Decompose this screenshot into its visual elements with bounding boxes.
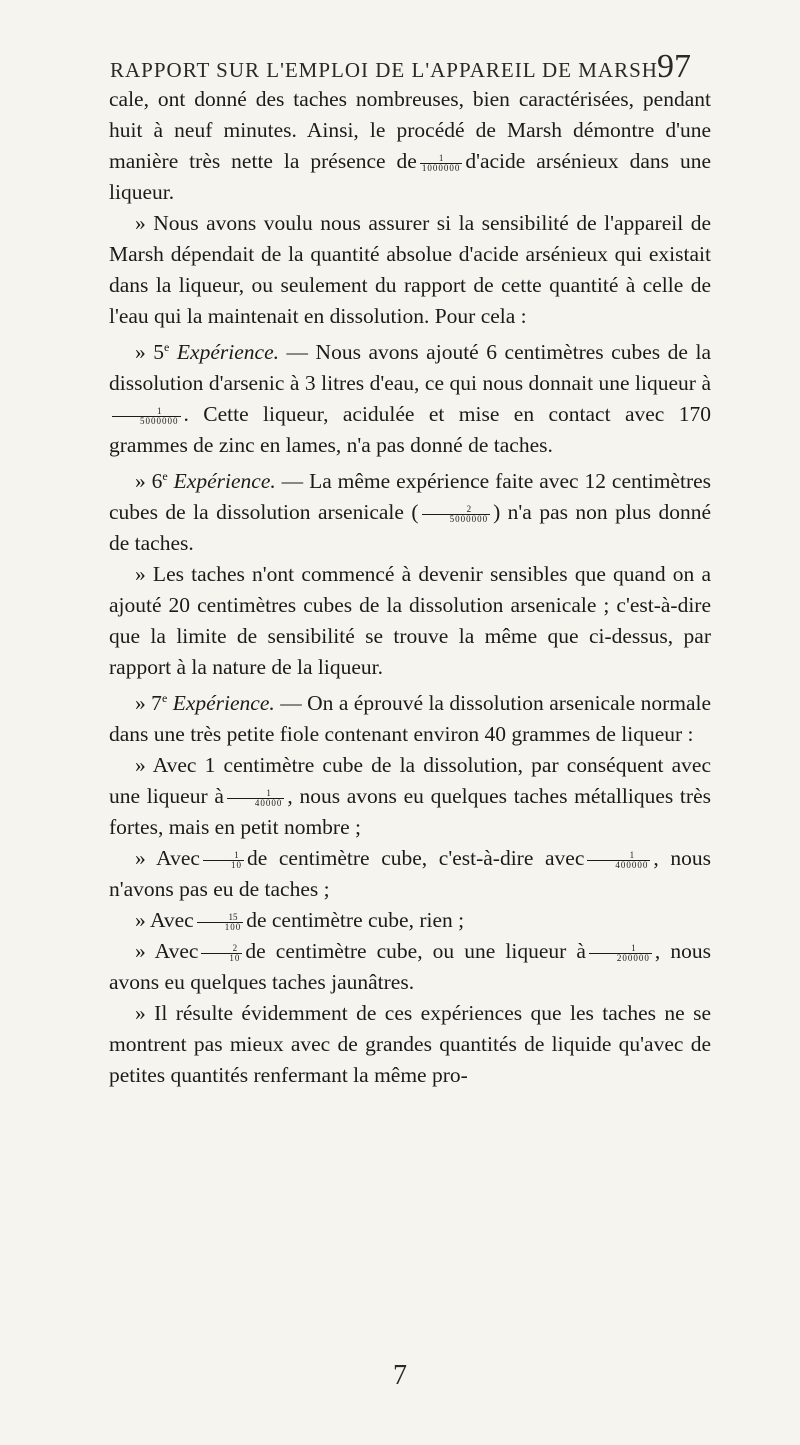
paragraph-text: , nous avons eu quelques taches jaunâtres. (109, 939, 711, 995)
fraction-numerator: 2 (201, 944, 242, 954)
fraction-numerator: 1 (203, 851, 244, 861)
paragraph-result-2-tenths (109, 936, 711, 998)
paragraph-text: cale, ont donné des taches nombreuses, bien caractérisées, pendant huit à neuf minutes. Ainsi, le procédé de Marsh démontre d'une manière très nette la présence de (109, 87, 711, 173)
fraction-denominator: 200000 (616, 953, 650, 964)
fraction (587, 851, 650, 870)
paragraph-experience-7 (109, 683, 711, 750)
body-text (109, 84, 711, 1091)
running-head: RAPPORT SUR L'EMPLOI DE L'APPAREIL DE MARSH. (110, 58, 665, 82)
page-number: 97 (657, 48, 691, 85)
paragraph-text: » Les taches n'ont commencé à devenir sensibles que quand on a ajouté 20 centimètres cubes de la dissolution arsenicale ; c'est-à-dire que la limite de sensibilité se trouve la même que ci-dessus, par rapport à la nature de la liqueur. (109, 562, 711, 680)
fraction-denominator: 400000 (615, 860, 649, 871)
paragraph-question (109, 208, 711, 332)
experience-heading: Expérience. (173, 469, 276, 494)
paragraph-text: » Nous avons voulu nous assurer si la sensibilité de l'appareil de Marsh dépendait de la quantité absolue d'acide arsénieux qui existait dans la liqueur, ou seulement du rapport de cette quantité à celle de l'eau qui la maintenait en dissolution. Pour cela : (109, 211, 711, 328)
ordinal-suffix: e (164, 340, 170, 354)
paragraph-text: , nous n'avons pas eu de taches ; (109, 846, 711, 902)
fraction-denominator: 10 (229, 953, 241, 964)
paragraph-text: de centimètre cube, c'est-à-dire avec (246, 846, 585, 871)
paragraph-text: d'acide arsénieux dans une liqueur. (109, 149, 711, 204)
paragraph-text: , nous avons eu quelques taches métalliques très fortes, mais en petit nombre ; (109, 784, 711, 840)
experience-heading: Expérience. (172, 691, 275, 716)
paragraph-text: de centimètre cube, rien ; (246, 908, 465, 933)
fraction-numerator: 1 (112, 407, 181, 417)
fraction-denominator: 5000000 (140, 415, 179, 426)
paragraph-text: — La même expérience faite avec 12 centimètres cubes de la dissolution arsenicale ( (109, 469, 712, 525)
experience-heading: Expérience. (176, 340, 279, 365)
fraction (589, 944, 652, 963)
fraction-numerator: 1 (420, 154, 463, 164)
paragraph-text: — Nous avons ajouté 6 centimètres cubes de la dissolution d'arsenic à 3 litres d'eau, ce qui nous donnait une liqueur à (109, 340, 712, 396)
ordinal-suffix: e (161, 691, 168, 706)
fraction-numerator: 2 (422, 505, 491, 515)
experience-number: » 6 (135, 469, 163, 494)
fraction-numerator: 1 (227, 789, 285, 799)
fraction-numerator: 1 (587, 851, 650, 861)
paragraph-conclusion (109, 998, 711, 1091)
experience-number: » 5 (135, 340, 165, 365)
paragraph-text: » Avec (135, 939, 199, 964)
fraction-numerator: 1 (589, 944, 652, 954)
paragraph-result-tenth-cc (109, 843, 711, 905)
paragraph-text: » Avec 1 centimètre cube de la dissolution, par conséquent avec une liqueur à (109, 753, 711, 809)
fraction (422, 505, 491, 524)
fraction-denominator: 40000 (254, 798, 283, 809)
paragraph-text: de centimètre cube, ou une liqueur à (245, 939, 586, 964)
paragraph-text: » Il résulte évidemment de ces expériences que les taches ne se montrent pas mieux avec de grandes quantités de liquide qu'avec de petites quantités renfermant la même pro- (109, 1001, 711, 1088)
experience-number: » 7 (135, 691, 162, 716)
paragraph-sensitivity (109, 559, 711, 683)
fraction (227, 789, 285, 808)
fraction (420, 154, 463, 173)
fraction-denominator: 5000000 (449, 513, 489, 524)
paragraph-text: » Avec (135, 908, 194, 933)
paragraph-experience-5 (109, 332, 711, 461)
paragraph-text: — On a éprouvé la dissolution arsenicale normale dans une très petite fiole contenant environ 40 grammes de liqueur : (109, 691, 712, 747)
fraction (201, 944, 242, 963)
fraction-denominator: 100 (224, 922, 242, 933)
paragraph-continuation (109, 84, 711, 208)
fraction-denominator: 1000000 (421, 162, 461, 173)
paragraph-result-1cc (109, 750, 711, 843)
fraction (203, 851, 244, 870)
signature-mark: 7 (393, 1360, 407, 1391)
ordinal-suffix: e (162, 469, 168, 484)
paragraph-experience-6 (109, 461, 711, 559)
fraction-numerator: 15 (197, 913, 244, 923)
paragraph-text: » Avec (135, 846, 200, 871)
paragraph-result-15-hundredths (109, 905, 711, 936)
paragraph-text: . Cette liqueur, acidulée et mise en contact avec 170 grammes de zinc en lames, n'a pas donné de taches. (109, 402, 711, 458)
fraction (197, 913, 244, 932)
fraction-denominator: 10 (230, 860, 242, 871)
fraction (112, 407, 181, 426)
paragraph-text: ) n'a pas non plus donné de taches. (109, 500, 711, 556)
